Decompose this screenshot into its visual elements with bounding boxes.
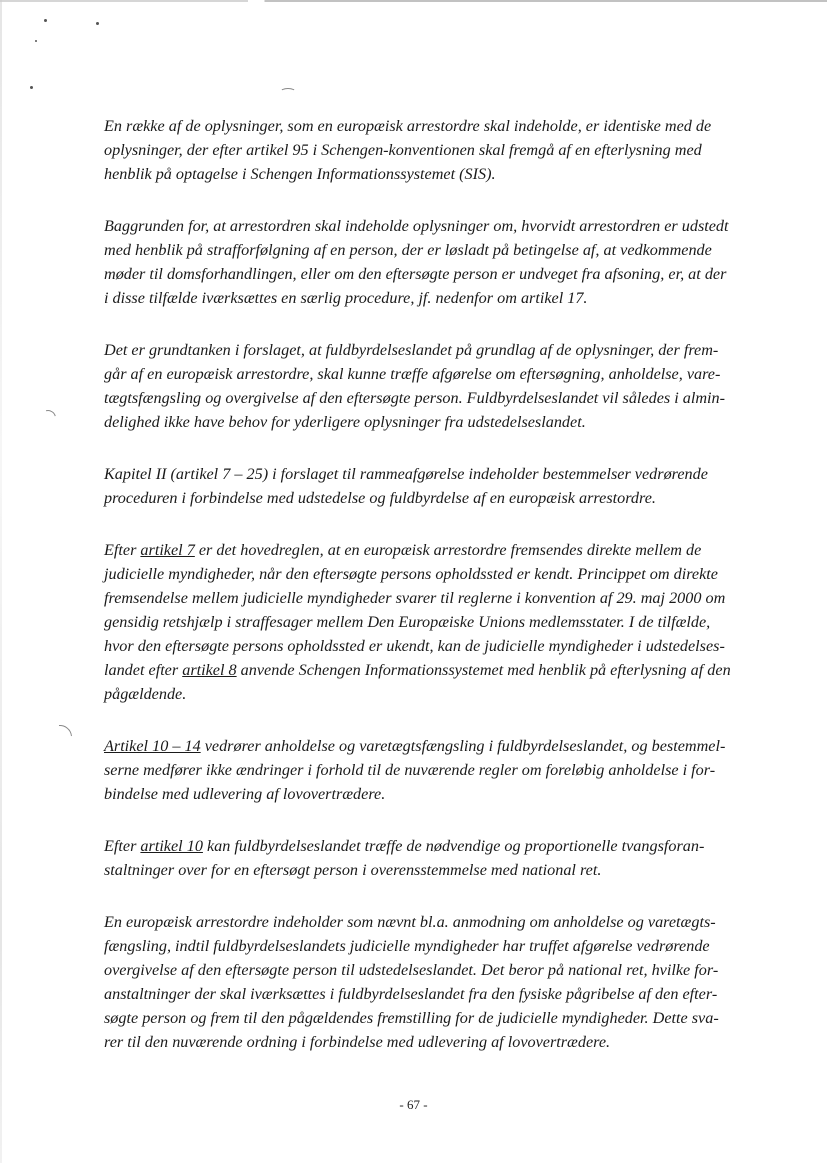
text-run: anvende Schengen Informationssystemet med henblik på efterlysning af den (236, 661, 731, 679)
text-line: pågældende. (104, 685, 187, 703)
text-line: Kapitel II (artikel 7 – 25) i forslaget til rammeafgørelse indeholder bestemmelser vedrørende (104, 465, 708, 483)
text-line: gensidig retshjælp i straffesager mellem Den Europæiske Unions medlemsstater. I de tilfælde, (104, 613, 711, 631)
text-line: anstaltninger der skal iværksættes i fuldbyrdelseslandet fra den fysiske pågribelse af den efter- (104, 985, 718, 1003)
text-line: Baggrunden for, at arrestordren skal indeholde oplysninger om, hvorvidt arrestordren er udstedt (104, 217, 729, 235)
text-line: judicielle myndigheder, når den eftersøgte persons opholdssted er kendt. Princippet om direkte (104, 565, 718, 583)
text-line: En række af de oplysninger, som en europæisk arrestordre skal indeholde, er identiske med de (104, 117, 712, 135)
text-line: serne medfører ikke ændringer i forhold til de nuværende regler om foreløbig anholdelse i for- (104, 761, 716, 779)
scan-mark (280, 88, 296, 96)
text-line: henblik på optagelse i Schengen Informationssystemet (SIS). (104, 165, 496, 183)
text-line: tægtsfængsling og overgivelse af den eftersøgte person. Fuldbyrdelseslandet vil således i almin- (104, 389, 726, 407)
text-run: Efter (104, 837, 141, 855)
text-line: hvor den eftersøgte persons opholdssted er ukendt, kan de judicielle myndigheder i udstedelses- (104, 637, 725, 655)
text-line: overgivelse af den eftersøgte person til udstedelseslandet. Det beror på national ret, hvilke for- (104, 961, 719, 979)
text-line: proceduren i forbindelse med udstedelse og fuldbyrdelse af en europæisk arrestordre. (104, 489, 656, 507)
paragraph (104, 910, 768, 1054)
text-line: oplysninger, der efter artikel 95 i Schengen-konventionen skal fremgå af en efterlysning med (104, 141, 702, 159)
scan-speck (96, 22, 99, 25)
scan-speck (44, 19, 47, 22)
text-run: Efter (104, 541, 141, 559)
text-line: fremsendelse mellem judicielle myndigheder svarer til reglerne i konvention af 29. maj 2000 om (104, 589, 726, 607)
text-line: fængsling, indtil fuldbyrdelseslandets judicielle myndigheder har truffet afgørelse vedrørende (104, 937, 710, 955)
scan-edge-left (0, 0, 2, 1163)
text-line: Det er grundtanken i forslaget, at fuldbyrdelseslandet på grundlag af de oplysninger, der frem- (104, 341, 719, 359)
text-line: søgte person og frem til den pågældendes fremstilling for de judicielle myndigheder. Dette sva- (104, 1009, 719, 1027)
document-body (104, 114, 768, 1082)
paragraph (104, 114, 768, 186)
article-reference-link[interactable]: artikel 10 (140, 837, 203, 855)
paragraph (104, 462, 768, 510)
text-line: staltninger over for en eftersøgt person i overensstemmelse med national ret. (104, 861, 602, 879)
article-reference-link[interactable]: artikel 8 (182, 661, 237, 679)
paragraph (104, 834, 768, 882)
text-line: i disse tilfælde iværksættes en særlig procedure, jf. nedenfor om artikel 17. (104, 289, 588, 307)
article-reference-link[interactable]: Artikel 10 – 14 (104, 737, 201, 755)
page-number: - 67 - (399, 1097, 428, 1112)
text-line: rer til den nuværende ordning i forbindelse med udlevering af lovovertrædere. (104, 1033, 611, 1051)
paragraph (104, 338, 768, 434)
text-line: med henblik på strafforfølgning af en person, der er løsladt på betingelse af, at vedkommende (104, 241, 712, 259)
text-run: kan fuldbyrdelseslandet træffe de nødvendige og proportionelle tvangsforan- (202, 837, 705, 855)
text-line: møder til domsforhandlingen, eller om den eftersøgte person er undveget fra afsoning, er, at der (104, 265, 727, 283)
paragraph (104, 214, 768, 310)
paragraph (104, 538, 768, 706)
paragraph (104, 734, 768, 806)
text-line: En europæisk arrestordre indeholder som nævnt bl.a. anmodning om anholdelse og varetægts- (104, 913, 716, 931)
text-run: vedrører anholdelse og varetægtsfængsling i fuldbyrdelseslandet, og bestemmel- (200, 737, 726, 755)
scan-mark (37, 407, 59, 429)
article-reference-link[interactable]: artikel 7 (140, 541, 195, 559)
scan-speck (35, 40, 37, 42)
scan-speck (30, 86, 33, 89)
text-run: er det hovedreglen, at en europæisk arrestordre fremsendes direkte mellem de (194, 541, 702, 559)
text-line: delighed ikke have behov for yderligere oplysninger fra udstedelseslandet. (104, 413, 586, 431)
text-run: landet efter (104, 661, 183, 679)
text-line: bindelse med udlevering af lovovertrædere. (104, 785, 386, 803)
text-line: går af en europæisk arrestordre, skal kunne træffe afgørelse om eftersøgning, anholdelse, vare- (104, 365, 721, 383)
scan-edge-top (0, 0, 827, 2)
scan-mark (43, 720, 77, 754)
